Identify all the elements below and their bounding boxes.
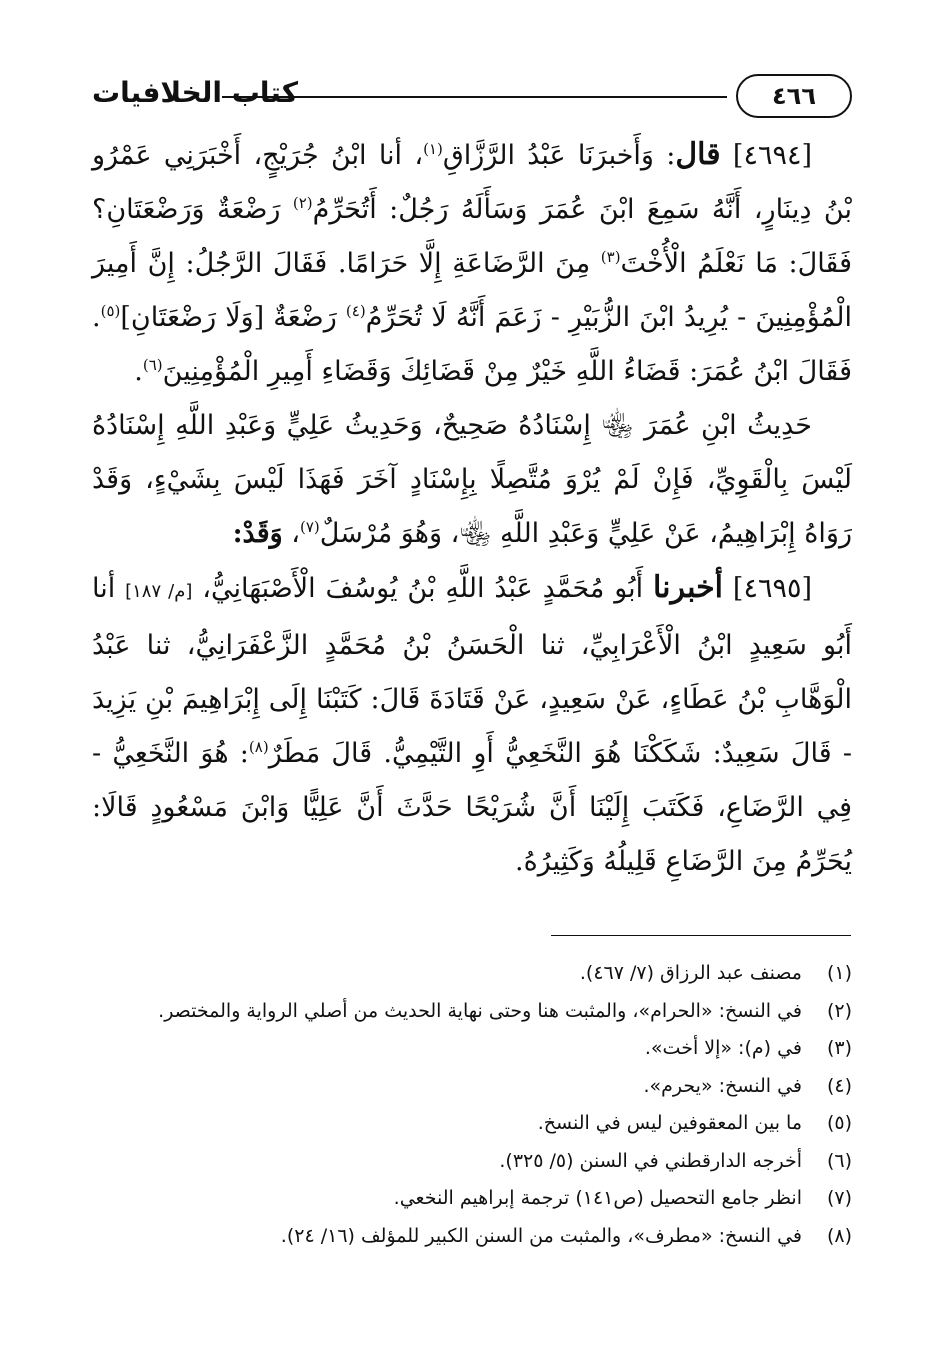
hadith-lead-word: قال [675,137,721,172]
footnote-text: انظر جامع التحصيل (ص١٤١) ترجمة إبراهيم النخعي. [393,1187,802,1209]
page-number: ٤٦٦ [736,74,852,118]
footnote-ref-6[interactable]: (٦) [142,356,163,374]
footnote-ref-5[interactable]: (٥) [100,302,121,320]
footnote-text: في (م): «إلا أخت». [644,1037,802,1059]
footnote-label: (٣) [826,1037,852,1059]
footnote-item [92,1180,852,1218]
hadith-number: [٤٦٩٤] [732,140,812,171]
footnote-item [92,1105,852,1143]
footnote-ref-2[interactable]: (٢) [292,194,313,212]
footnote-label: (٨) [826,1224,852,1247]
hadith-lead-word: أخبرنا [653,570,724,605]
text-segment: أَبُو مُحَمَّدٍ عَبْدُ اللَّهِ بْنُ يُوسُفَ الْأَصْبَهَانِيُّ، [192,573,654,604]
transition-word: وَقَدْ: [232,518,283,549]
footnote-item [92,1068,852,1106]
footnote-text: في النسخ: «الحرام»، والمثبت هنا وحتى نهاية الحديث من أصلي الرواية والمختصر. [158,999,802,1022]
footnote-item [92,955,852,993]
footnote-item [92,1143,852,1181]
footnote-ref-8[interactable]: (٨) [248,738,269,756]
text-segment: . [134,356,143,387]
footnote-item [92,1030,852,1068]
text-segment: رَضْعَةٌ وَرَضْعَتَانِ؟ فَقَالَ: مَا نَعْلَمُ الْأُخْتَ [92,194,852,279]
text-segment: مِنَ الرَّضَاعَةِ إِلَّا حَرَامًا. فَقَالَ الرَّجُلُ: إِنَّ أَمِيرَ الْمُؤْمِنِينَ - يُرِيدُ ابْنَ الزُّبَيْرِ - زَعَمَ أَنَّهُ لَا تُحَرِّمُ [92,248,852,333]
footnote-ref-1[interactable]: (١) [423,140,443,158]
footnote-label: (٤) [826,1074,852,1097]
text-segment: . فَقَالَ ابْنُ عُمَرَ: قَضَاءُ اللَّهِ خَيْرٌ مِنْ قَضَائِكَ وَقَضَاءِ أَمِيرِ الْمُؤْمِنِينَ [92,302,852,387]
manuscript-page-ref: [م/ ١٨٧] [125,581,193,602]
footnote-item [92,993,852,1031]
footnote-text: في النسخ: «مطرف»، والمثبت من السنن الكبير للمؤلف (١٦/ ٢٤). [280,1224,802,1247]
footnote-item [92,1218,852,1256]
footnote-text: في النسخ: «يحرم». [643,1074,802,1097]
footnote-separator [551,935,851,936]
text-segment: رَضْعَةٌ [وَلَا رَضْعَتَانِ] [120,302,346,333]
footnote-label: (٧) [826,1187,852,1209]
text-segment: : هُوَ النَّخَعِيُّ - فِي الرَّضَاعِ، فَكَتَبَ إِلَيْنَا أَنَّ شُرَيْحًا حَدَّثَ أَنَّ عَلِيًّا وَابْنَ مَسْعُودٍ قَالَا: يُحَرِّمُ مِنَ الرَّضَاعِ قَلِيلُهُ وَكَثِيرُهُ. [92,738,852,877]
footnotes-list [92,955,852,1255]
footnote-ref-7[interactable]: (٧) [299,518,320,536]
main-text [92,128,852,889]
footnote-label: (١) [826,962,852,984]
text-segment: أنا أَبُو سَعِيدٍ ابْنُ الْأَعْرَابِيِّ، ثنا الْحَسَنُ بْنُ مُحَمَّدٍ الزَّعْفَرَانِيُّ، ثنا عَبْدُ الْوَهَّابِ بْنُ عَطَاءٍ، عَنْ سَعِيدٍ، عَنْ قَتَادَةَ قَالَ: كَتَبْنَا إِلَى إِبْرَاهِيمَ بْنِ يَزِيدَ - قَالَ سَعِيدٌ: شَكَكْنَا هُوَ النَّخَعِيُّ أَوِ التَّيْمِيُّ. قَالَ مَطَرٌ [92,573,852,769]
hadith-number: [٤٦٩٥] [732,573,812,604]
footnote-text: ما بين المعقوفين ليس في النسخ. [537,1112,802,1134]
text-segment: حَدِيثُ ابْنِ عُمَرَ ﵄ إِسْنَادُهُ صَحِيحٌ، وَحَدِيثُ عَلِيٍّ وَعَبْدِ اللَّهِ إِسْنَادُهُ لَيْسَ بِالْقَوِيِّ، فَإِنْ لَمْ يُرْوَ مُتَّصِلًا بِإِسْنَادٍ آخَرَ فَهَذَا لَيْسَ بِشَيْءٍ، وَقَدْ رَوَاهُ إِبْرَاهِيمُ، عَنْ عَلِيٍّ وَعَبْدِ اللَّهِ ﵄، وَهُوَ مُرْسَلٌ [92,410,852,549]
commentary-paragraph [92,399,852,561]
text-segment: ، أنا ابْنُ جُرَيْجٍ، أَخْبَرَنِي عَمْرُو بْنُ دِينَارٍ، أَنَّهُ سَمِعَ ابْنَ عُمَرَ وَسَأَلَهُ رَجُلٌ: أَتُحَرِّمُ [92,140,852,225]
page-header [92,70,852,120]
footnote-label: (٦) [826,1149,852,1172]
footnote-label: (٢) [826,999,852,1022]
book-title: كتاب الخلافيات [92,76,299,109]
footnote-text: أخرجه الدارقطني في السنن (٥/ ٣٢٥). [499,1149,802,1172]
footnote-ref-4[interactable]: (٤) [345,302,366,320]
footnote-ref-3[interactable]: (٣) [600,248,621,266]
footnote-label: (٥) [826,1112,852,1134]
text-segment: ، [282,518,300,549]
hadith-4695 [92,561,852,889]
footnote-text: مصنف عبد الرزاق (٧/ ٤٦٧). [579,962,802,984]
hadith-4694 [92,128,852,399]
text-segment: : وَأَخبرَنَا عَبْدُ الرَّزَّاقِ [442,140,676,171]
